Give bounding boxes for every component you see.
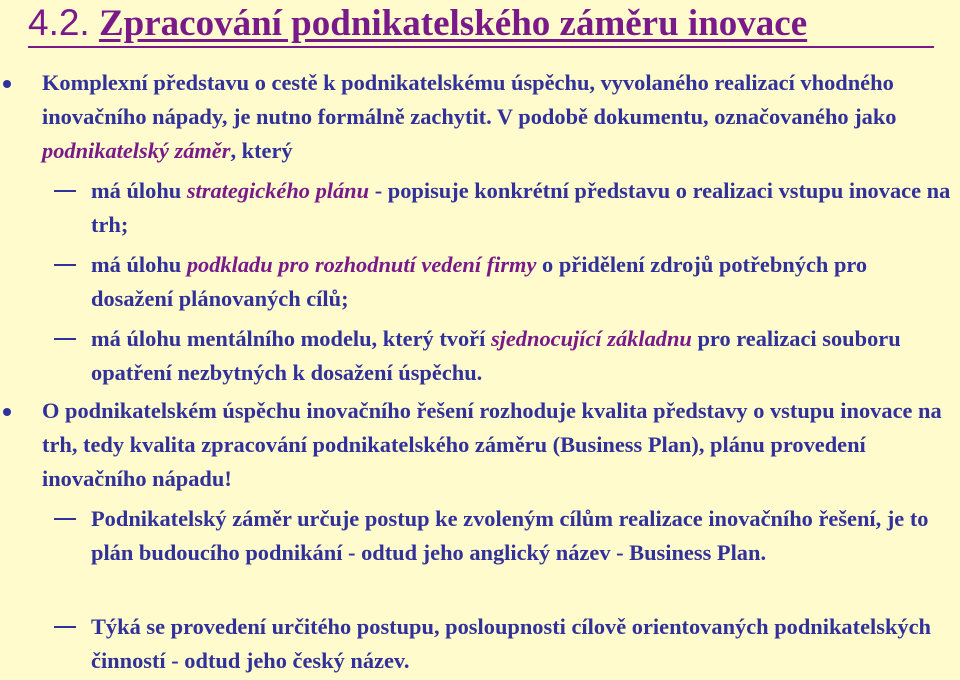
bullet-icon [3,408,11,416]
title-underline-divider [28,46,934,48]
bullet-icon [3,80,11,88]
emphasis-text: podkladu pro rozhodnutí vedení firmy [186,252,537,277]
emphasis-text: strategického plánu [186,178,370,203]
bullet-item [42,394,948,497]
text-run: o přidělení zdrojů potřebných pro dosažení plánovaných cílů; [91,252,868,312]
sub-bullet-item [91,610,953,678]
slide-title-text: Zpracování podnikatelského záměru inovace [98,3,808,44]
slide-title-number: 4.2. [28,2,90,43]
dash-icon [54,190,76,192]
sub-bullet-item [91,322,953,390]
slide-title [28,2,807,45]
emphasis-text: sjednocující základnu [490,326,692,351]
text-run: - popisuje konkrétní představu o realizaci vstupu inovace na trh; [91,178,951,238]
dash-icon [54,338,76,340]
bullet-item [42,66,948,169]
text-run: má úlohu [91,178,187,203]
sub-bullet-item [91,174,953,242]
dash-icon [54,264,76,266]
text-run: , který [230,138,293,164]
sub-bullet-item [91,248,953,316]
sub-bullet-item [91,502,953,570]
text-run: Týká se provedení určitého postupu, posloupnosti cílově orientovaných podnikatelských činností - odtud jeho český název. [91,614,931,674]
text-run: má úlohu mentálního modelu, který tvoří [91,326,491,351]
text-run: Podnikatelský záměr určuje postup ke zvoleným cílům realizace inovačního řešení, je to plán budoucího podnikání - odtud jeho anglický název - Business Plan. [91,506,929,566]
emphasis-text: podnikatelský záměr [42,138,231,164]
text-run: má úlohu [91,252,187,277]
dash-icon [54,626,76,628]
text-run: pro realizaci souboru opatření nezbytných k dosažení úspěchu. [91,326,901,386]
text-run: O podnikatelském úspěchu inovačního řešení rozhoduje kvalita představy o vstupu inovace na trh, tedy kvalita zpracování podnikatelského záměru (Business Plan), plánu provedení inovačního nápadu! [42,398,942,492]
text-run: Komplexní představu o cestě k podnikatelskému úspěchu, vyvolaného realizací vhodného inovačního nápady, je nutno formálně zachytit. V podobě dokumentu, označovaného jako [42,70,897,130]
dash-icon [54,518,76,520]
